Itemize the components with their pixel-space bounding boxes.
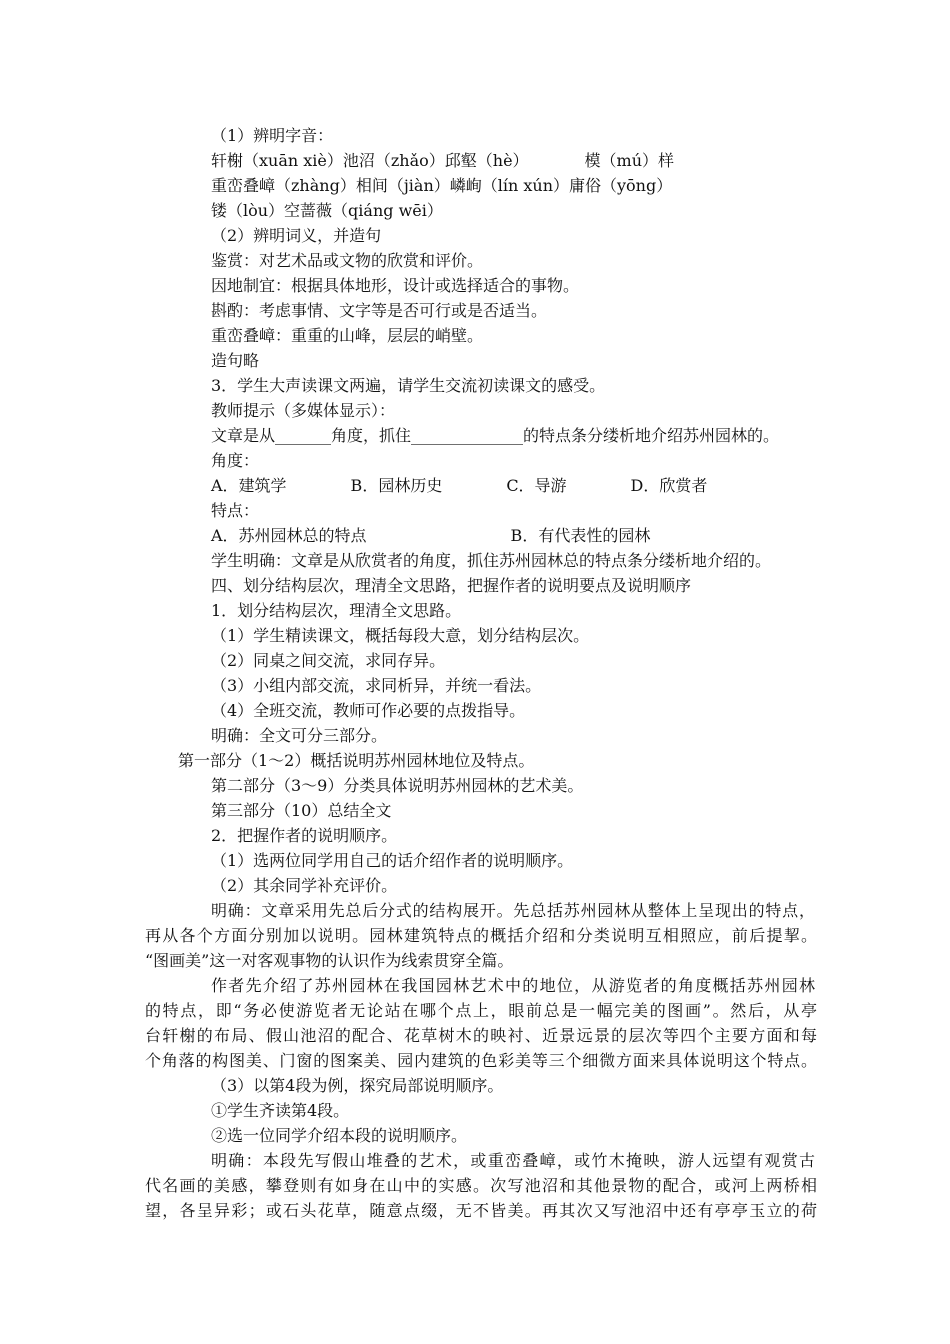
text-line: 3．学生大声读课文两遍，请学生交流初读课文的感受。 xyxy=(211,376,606,395)
text-line: 鉴赏：对艺术品或文物的欣赏和评价。 xyxy=(211,251,484,270)
text-line: （2）同桌之间交流，求同存异。 xyxy=(211,651,446,670)
text-line: （4）全班交流，教师可作必要的点拨指导。 xyxy=(211,701,526,720)
text-line: 角度： xyxy=(211,451,260,470)
text-line: 文章是从_______角度，抓住______________的特点条分缕析地介绍苏州园林的。 xyxy=(211,426,780,445)
text-line: 望，各呈异彩；或石头花草，随意点缀，无不皆美。再其次又写池沼中还有亭亭玉立的荷 xyxy=(145,1201,817,1220)
text-line: （3）以第4段为例，探究局部说明顺序。 xyxy=(211,1076,504,1095)
text-line: 镂（lòu）空蔷薇（qiáng wēi） xyxy=(211,201,443,220)
text-line: 明确：全文可分三部分。 xyxy=(211,726,388,745)
text-line: 因地制宜：根据具体地形，设计或选择适合的事物。 xyxy=(211,276,580,295)
text-line: 2．把握作者的说明顺序。 xyxy=(211,826,398,845)
text-line: 四、划分结构层次，理清全文思路，把握作者的说明要点及说明顺序 xyxy=(211,576,692,595)
text-line: （2）其余同学补充评价。 xyxy=(211,876,398,895)
text-line: A．建筑学 B．园林历史 C．导游 D．欣赏者 xyxy=(211,476,708,495)
text-line: 造句略 xyxy=(211,351,260,370)
text-line: 第二部分（3～9）分类具体说明苏州园林的艺术美。 xyxy=(211,776,584,795)
text-line: A．苏州园林总的特点 B．有代表性的园林 xyxy=(211,526,651,545)
text-line: 的特点，即“务必使游览者无论站在哪个点上，眼前总是一幅完美的图画”。然后，从亭 xyxy=(145,1001,817,1020)
text-line: “图画美”这一对客观事物的认识作为线索贯穿全篇。 xyxy=(145,951,514,970)
text-line: （1）选两位同学用自己的话介绍作者的说明顺序。 xyxy=(211,851,574,870)
text-line: 特点： xyxy=(211,501,260,520)
text-line: 教师提示（多媒体显示）： xyxy=(211,401,396,420)
text-line: （1）学生精读课文，概括每段大意，划分结构层次。 xyxy=(211,626,590,645)
text-line: 个角落的构图美、门窗的图案美、园内建筑的色彩美等三个细微方面来具体说明这个特点。 xyxy=(145,1051,817,1070)
text-line: 作者先介绍了苏州园林在我国园林艺术中的地位，从游览者的角度概括苏州园林 xyxy=(211,976,815,995)
text-line: 明确：本段先写假山堆叠的艺术，或重峦叠嶂，或竹木掩映，游人远望有观赏古 xyxy=(211,1151,815,1170)
text-line: 代名画的美感，攀登则有如身在山中的实感。次写池沼和其他景物的配合，或河上两桥相 xyxy=(145,1176,817,1195)
text-line: 重峦叠嶂（zhàng）相间（jiàn）嶙峋（lín xún）庸俗（yōng） xyxy=(211,176,673,195)
text-line: 明确：文章采用先总后分式的结构展开。先总括苏州园林从整体上呈现出的特点， xyxy=(211,901,815,920)
text-line: （2）辨明词义，并造句 xyxy=(211,226,382,245)
text-line: 1．划分结构层次，理清全文思路。 xyxy=(211,601,462,620)
text-line: 斟酌：考虑事情、文字等是否可行或是否适当。 xyxy=(211,301,548,320)
text-line: 第一部分（1～2）概括说明苏州园林地位及特点。 xyxy=(178,751,535,770)
text-line: 重峦叠嶂：重重的山峰，层层的峭壁。 xyxy=(211,326,484,345)
text-line: 台轩榭的布局、假山池沼的配合、花草树木的映衬、近景远景的层次等四个主要方面和每 xyxy=(145,1026,817,1045)
text-line: ①学生齐读第4段。 xyxy=(211,1101,350,1120)
text-line: （1）辨明字音： xyxy=(211,126,334,145)
text-line: 第三部分（10）总结全文 xyxy=(211,801,392,820)
text-line: （3）小组内部交流，求同析异，并统一看法。 xyxy=(211,676,542,695)
text-line: 学生明确：文章是从欣赏者的角度，抓住苏州园林总的特点条分缕析地介绍的。 xyxy=(211,551,772,570)
text-line: 再从各个方面分别加以说明。园林建筑特点的概括介绍和分类说明互相照应，前后提挈。 xyxy=(145,926,817,945)
text-line: ②选一位同学介绍本段的说明顺序。 xyxy=(211,1126,468,1145)
text-line: 轩榭（xuān xiè）池沼（zhǎo）邱壑（hè） 模（mú）样 xyxy=(211,151,675,170)
